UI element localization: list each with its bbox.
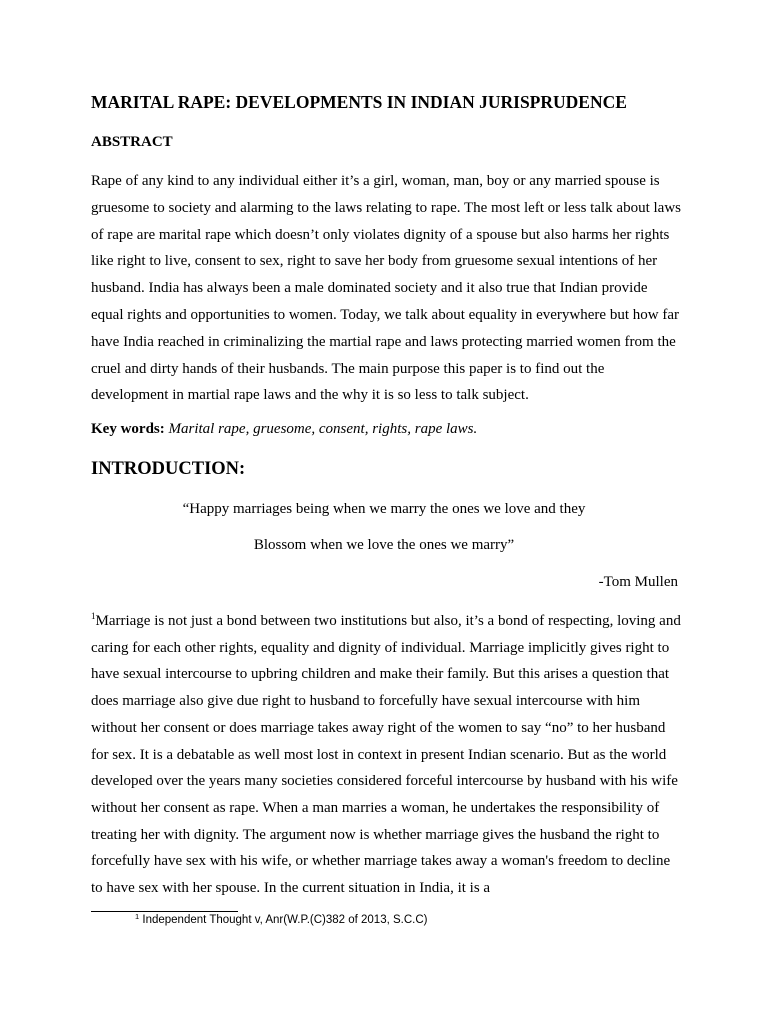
document-title: MARITAL RAPE: DEVELOPMENTS IN INDIAN JURISPRUDENCE	[91, 92, 627, 112]
footnote	[135, 914, 428, 926]
footnote-reference[interactable]: 1	[91, 611, 96, 621]
keywords-line	[91, 421, 477, 438]
quote-line-2	[0, 537, 768, 554]
quote-author: -Tom Mullen	[598, 574, 678, 590]
abstract-paragraph: Rape of any kind to any individual either it’s a girl, woman, man, boy or any married spouse is gruesome to society and alarming to the laws relating to rape. The most left or less talk about laws of rape are marital rape which doesn’t only violates dignity of a spouse but also harms her rights like right to live, consent to sex, right to save her body from gruesome sexual intentions of her husband. India has always been a male dominated society and it also true that Indian provide equal rights and opportunities to women. Today, we talk about equality in everywhere but how far have India reached in criminalizing the martial rape and laws protecting married women from the cruel and dirty hands of their husbands. The main purpose this paper is to find out the development in martial rape laws and the why it is so less to talk subject.	[91, 173, 681, 404]
quote-line-2-text: Blossom when we love the ones we marry”	[253, 537, 515, 553]
footnote-separator	[91, 911, 238, 912]
quote-line-1-text: “Happy marriages being when we marry the ones we love and they	[182, 501, 586, 517]
introduction-paragraph-text: Marriage is not just a bond between two institutions but also, it’s a bond of respecting, loving and caring for each other rights, equality and dignity of individual. Marriage implicitly gives right to have sexual intercourse to upbring children and make their family. But this arises a question that does marriage also give due right to husband to forcefully have sexual intercourse with him without her consent or does marriage takes away right of the women to say “no” to her husband for sex. It is a debatable as well most lost in context in present Indian scenario. But as the world developed over the years many societies considered forceful intercourse by husband with his wife without her consent as rape. When a man marries a woman, he undertakes the responsibility of treating her with dignity. The argument now is whether marriage gives the husband the right to forcefully have sex with his wife, or whether marriage takes away a woman's freedom to decline to have sex with her spouse. In the current situation in India, it is a	[91, 613, 681, 897]
footnote-marker: 1	[135, 912, 140, 921]
introduction-paragraph	[91, 608, 681, 902]
introduction-heading: INTRODUCTION:	[91, 459, 246, 479]
footnote-text: Independent Thought v, Anr(W.P.(C)382 of 2013, S.C.C)	[142, 914, 428, 926]
keywords-label: Key words:	[91, 421, 165, 437]
abstract-heading: ABSTRACT	[91, 134, 173, 150]
keywords-list: Marital rape, gruesome, consent, rights, rape laws.	[168, 421, 478, 437]
quote-line-1	[0, 501, 768, 518]
